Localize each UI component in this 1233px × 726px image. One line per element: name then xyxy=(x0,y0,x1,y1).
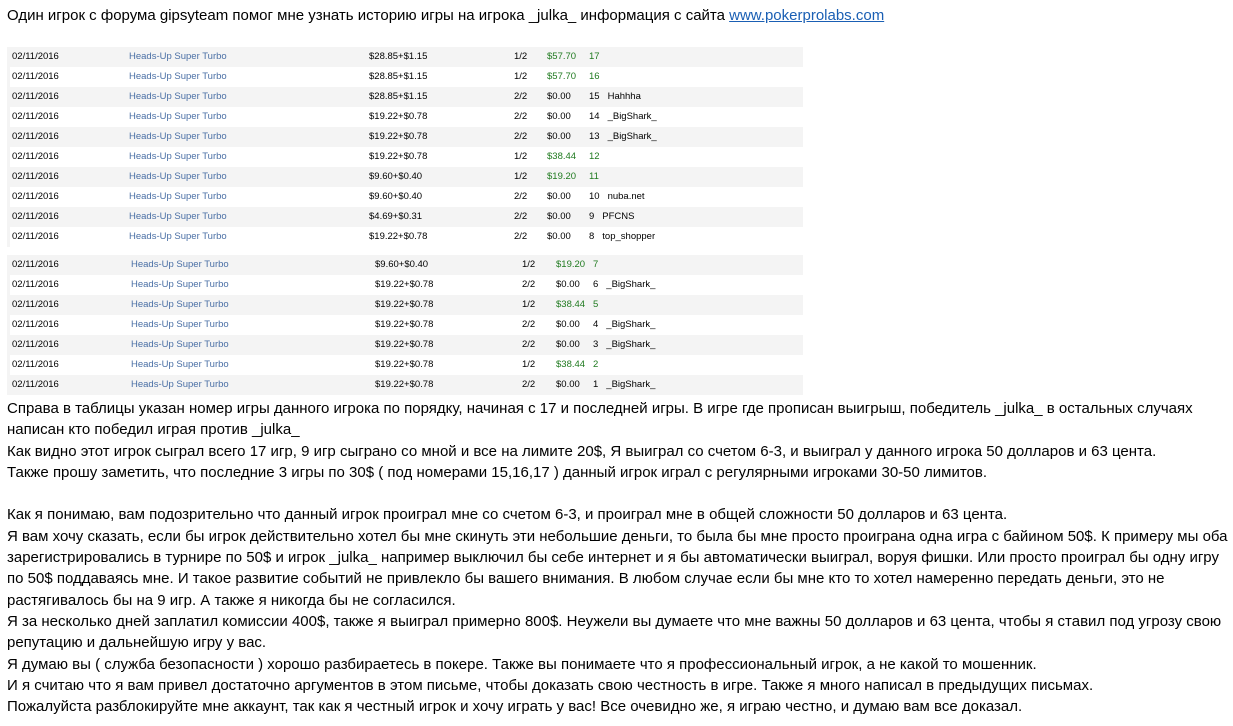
winnings-cell: $57.70 xyxy=(547,71,577,82)
game-number: 4 xyxy=(593,319,599,330)
opponent-name: top_shopper xyxy=(602,231,656,242)
place-cell: 2/2 xyxy=(514,191,528,202)
game-number: 9 xyxy=(589,211,595,222)
game-number-cell xyxy=(589,87,641,107)
table-row xyxy=(10,275,803,295)
buyin-cell: $19.22+$0.78 xyxy=(375,279,434,290)
table-row xyxy=(7,47,803,67)
tournament-name-link[interactable]: Heads-Up Super Turbo xyxy=(131,339,229,350)
letter-paragraph xyxy=(7,483,1229,504)
buyin-cell: $28.85+$1.15 xyxy=(369,71,428,82)
opponent-name: Hahhha xyxy=(607,91,641,102)
date-cell: 02/11/2016 xyxy=(12,111,59,122)
game-number: 5 xyxy=(593,299,599,310)
winnings-cell: $0.00 xyxy=(547,211,571,222)
table-row xyxy=(7,335,803,355)
date-cell: 02/11/2016 xyxy=(12,299,59,310)
buyin-cell: $19.22+$0.78 xyxy=(369,111,428,122)
winnings-cell: $0.00 xyxy=(547,91,571,102)
winnings-cell: $0.00 xyxy=(556,279,580,290)
place-cell: 2/2 xyxy=(522,279,536,290)
letter-paragraph: Пожалуйста разблокируйте мне аккаунт, так как я честный игрок и хочу играть у вас! Все очевидно же, я играю честно, и думаю вам все доказал. xyxy=(7,698,1023,716)
game-number-cell xyxy=(589,67,600,87)
game-number-cell xyxy=(589,207,635,227)
date-cell: 02/11/2016 xyxy=(12,319,59,330)
game-number-cell xyxy=(593,295,598,315)
place-cell: 1/2 xyxy=(514,151,528,162)
opponent-name: PFCNS xyxy=(602,211,635,222)
place-cell: 1/2 xyxy=(514,51,528,62)
date-cell: 02/11/2016 xyxy=(12,259,59,270)
date-cell: 02/11/2016 xyxy=(12,279,59,290)
place-cell: 2/2 xyxy=(514,111,528,122)
date-cell: 02/11/2016 xyxy=(12,379,59,390)
date-cell: 02/11/2016 xyxy=(12,91,59,102)
letter-paragraph: И я считаю что я вам привел достаточно аргументов в этом письме, чтобы доказать свою честность в игре. Также я много написал в предыдущих письмах. xyxy=(7,676,1094,694)
winnings-cell: $0.00 xyxy=(547,191,571,202)
table-row xyxy=(7,375,803,395)
table-row xyxy=(10,107,803,127)
table-row xyxy=(7,295,803,315)
tournament-name-link[interactable]: Heads-Up Super Turbo xyxy=(129,131,227,142)
winnings-cell: $38.44 xyxy=(547,151,577,162)
buyin-cell: $19.22+$0.78 xyxy=(369,231,428,242)
place-cell: 2/2 xyxy=(522,339,536,350)
buyin-cell: $19.22+$0.78 xyxy=(375,379,434,390)
opponent-name: _BigShark_ xyxy=(607,131,657,142)
game-number: 1 xyxy=(593,379,599,390)
game-number: 16 xyxy=(589,71,600,82)
game-number: 2 xyxy=(593,359,599,370)
date-cell: 02/11/2016 xyxy=(12,131,59,142)
letter-paragraph: Как я понимаю, вам подозрительно что данный игрок проиграл мне со счетом 6-3, и проиграл мне в общей сложности 50 долларов и 63 цента. xyxy=(7,506,1008,524)
tournament-name-link[interactable]: Heads-Up Super Turbo xyxy=(131,379,229,390)
opponent-name: _BigShark_ xyxy=(606,279,656,290)
date-cell: 02/11/2016 xyxy=(12,191,59,202)
game-number-cell xyxy=(589,47,600,67)
table-row xyxy=(10,315,803,335)
winnings-cell: $0.00 xyxy=(556,319,580,330)
table-row xyxy=(10,187,803,207)
buyin-cell: $19.22+$0.78 xyxy=(375,359,434,370)
game-number: 6 xyxy=(593,279,599,290)
winnings-cell: $0.00 xyxy=(547,131,571,142)
winnings-cell: $19.20 xyxy=(556,259,586,270)
game-number-cell xyxy=(593,315,655,335)
game-number: 14 xyxy=(589,111,600,122)
opponent-name: nuba.net xyxy=(607,191,645,202)
winnings-cell: $0.00 xyxy=(547,231,571,242)
letter-paragraph: Я за несколько дней заплатил комиссии 400$, также я выиграл примерно 800$. Неужели вы думаете что мне важны 50 долларов и 63 цента, чтобы я ставил под угрозу свою репутацию и дальнейшую игру у вас. xyxy=(7,612,1222,652)
game-number-cell xyxy=(593,355,598,375)
game-history-table-1 xyxy=(7,47,803,247)
opponent-name: _BigShark_ xyxy=(606,319,656,330)
winnings-cell: $0.00 xyxy=(556,339,580,350)
intro-line xyxy=(7,6,884,26)
place-cell: 2/2 xyxy=(522,379,536,390)
place-cell: 2/2 xyxy=(514,211,528,222)
tournament-name-link[interactable]: Heads-Up Super Turbo xyxy=(131,279,229,290)
intro-text: Один игрок с форума gipsyteam помог мне узнать историю игры на игрока _julka_ информация с сайта xyxy=(7,7,730,24)
tournament-name-link[interactable]: Heads-Up Super Turbo xyxy=(129,171,227,182)
letter-paragraph: Я думаю вы ( служба безопасности ) хорошо разбираетесь в покере. Также вы понимаете что я профессиональный игрок, а не какой то мошенник. xyxy=(7,655,1037,673)
game-number: 11 xyxy=(589,171,599,182)
buyin-cell: $4.69+$0.31 xyxy=(369,211,423,222)
date-cell: 02/11/2016 xyxy=(12,231,59,242)
table-row xyxy=(10,67,803,87)
place-cell: 1/2 xyxy=(522,359,536,370)
pokerprolabs-link[interactable]: www.pokerprolabs.com xyxy=(729,7,885,24)
table-row xyxy=(10,227,803,247)
winnings-cell: $38.44 xyxy=(556,299,586,310)
letter-paragraph: Также прошу заметить, что последние 3 игры по 30$ ( под номерами 15,16,17 ) данный игрок играл с регулярными игроками 30-50 лимитов. xyxy=(7,463,988,481)
game-number-cell xyxy=(593,275,655,295)
letter-paragraph: Как видно этот игрок сыграл всего 17 игр, 9 игр сыграно со мной и все на лимите 20$, Я выиграл со счетом 6-3, и выиграл у данного игрока 50 долларов и 63 цента. xyxy=(7,442,1157,460)
buyin-cell: $19.22+$0.78 xyxy=(369,151,428,162)
place-cell: 1/2 xyxy=(514,171,528,182)
buyin-cell: $19.22+$0.78 xyxy=(375,319,434,330)
game-number-cell xyxy=(589,167,599,187)
game-number-cell xyxy=(589,147,600,167)
game-number: 13 xyxy=(589,131,600,142)
game-number-cell xyxy=(589,227,655,247)
table-row xyxy=(10,355,803,375)
place-cell: 2/2 xyxy=(522,319,536,330)
opponent-name: _BigShark_ xyxy=(606,379,656,390)
date-cell: 02/11/2016 xyxy=(12,71,59,82)
table-row xyxy=(7,127,803,147)
tournament-name-link[interactable]: Heads-Up Super Turbo xyxy=(129,51,227,62)
place-cell: 2/2 xyxy=(514,231,528,242)
tournament-name-link[interactable]: Heads-Up Super Turbo xyxy=(131,299,229,310)
date-cell: 02/11/2016 xyxy=(12,151,59,162)
tournament-name-link[interactable]: Heads-Up Super Turbo xyxy=(129,71,227,82)
date-cell: 02/11/2016 xyxy=(12,51,59,62)
game-number-cell xyxy=(589,127,657,147)
date-cell: 02/11/2016 xyxy=(12,359,59,370)
tournament-name-link[interactable]: Heads-Up Super Turbo xyxy=(129,211,227,222)
tournament-name-link[interactable]: Heads-Up Super Turbo xyxy=(129,91,227,102)
letter-paragraph: Справа в таблицы указан номер игры данного игрока по порядку, начиная с 17 и последней игры. В игре где прописан выигрыш, победитель _julka_ в остальных случаях написан кто победил играя против _julka_ xyxy=(7,400,1193,439)
buyin-cell: $9.60+$0.40 xyxy=(369,191,423,202)
buyin-cell: $19.22+$0.78 xyxy=(369,131,428,142)
opponent-name: _BigShark_ xyxy=(606,339,656,350)
place-cell: 1/2 xyxy=(522,259,536,270)
winnings-cell: $38.44 xyxy=(556,359,586,370)
table-row xyxy=(7,255,803,275)
game-number: 15 xyxy=(589,91,600,102)
winnings-cell: $0.00 xyxy=(547,111,571,122)
table-row xyxy=(7,167,803,187)
tournament-name-link[interactable]: Heads-Up Super Turbo xyxy=(131,319,229,330)
date-cell: 02/11/2016 xyxy=(12,211,59,222)
place-cell: 1/2 xyxy=(514,71,528,82)
buyin-cell: $28.85+$1.15 xyxy=(369,51,428,62)
place-cell: 1/2 xyxy=(522,299,536,310)
date-cell: 02/11/2016 xyxy=(12,171,59,182)
place-cell: 2/2 xyxy=(514,91,528,102)
game-number-cell xyxy=(589,187,645,207)
winnings-cell: $0.00 xyxy=(556,379,580,390)
buyin-cell: $9.60+$0.40 xyxy=(369,171,423,182)
table-row xyxy=(7,87,803,107)
table-row xyxy=(10,147,803,167)
tournament-name-link[interactable]: Heads-Up Super Turbo xyxy=(129,231,227,242)
letter-paragraph: Я вам хочу сказать, если бы игрок действительно хотел бы мне скинуть эти небольшие деньги, то была бы мне просто проиграна одна игра с байином 50$. К примеру мы оба зарегистрировались в турнире по 50$ и игрок _julka_ например выключил бы себе интернет и я бы автоматически выиграл, воруя фишки. Или просто проиграл бы одну игру по 50$ поддаваясь мне. И такое развитие событий не привлекло бы вашего внимания. В любом случае если бы мне кто то хотел намеренно передать деньги, это не растягивалось бы на 9 игр. А также я никогда бы не согласился. xyxy=(7,527,1228,609)
tournament-name-link[interactable]: Heads-Up Super Turbo xyxy=(131,259,229,270)
game-history-table-2 xyxy=(7,255,803,395)
tournament-name-link[interactable]: Heads-Up Super Turbo xyxy=(129,191,227,202)
date-cell: 02/11/2016 xyxy=(12,339,59,350)
game-number-cell xyxy=(589,107,657,127)
game-number-cell xyxy=(593,255,598,275)
buyin-cell: $19.22+$0.78 xyxy=(375,299,434,310)
opponent-name: _BigShark_ xyxy=(607,111,657,122)
game-number: 12 xyxy=(589,151,600,162)
winnings-cell: $57.70 xyxy=(547,51,577,62)
tournament-name-link[interactable]: Heads-Up Super Turbo xyxy=(129,151,227,162)
game-number: 17 xyxy=(589,51,600,62)
tournament-name-link[interactable]: Heads-Up Super Turbo xyxy=(131,359,229,370)
game-number-cell xyxy=(593,375,655,395)
letter-body xyxy=(7,398,1229,717)
place-cell: 2/2 xyxy=(514,131,528,142)
buyin-cell: $19.22+$0.78 xyxy=(375,339,434,350)
tournament-name-link[interactable]: Heads-Up Super Turbo xyxy=(129,111,227,122)
game-number: 7 xyxy=(593,259,599,270)
winnings-cell: $19.20 xyxy=(547,171,577,182)
game-number: 3 xyxy=(593,339,599,350)
game-number: 8 xyxy=(589,231,595,242)
buyin-cell: $9.60+$0.40 xyxy=(375,259,429,270)
game-number: 10 xyxy=(589,191,600,202)
buyin-cell: $28.85+$1.15 xyxy=(369,91,428,102)
game-number-cell xyxy=(593,335,655,355)
table-row xyxy=(7,207,803,227)
